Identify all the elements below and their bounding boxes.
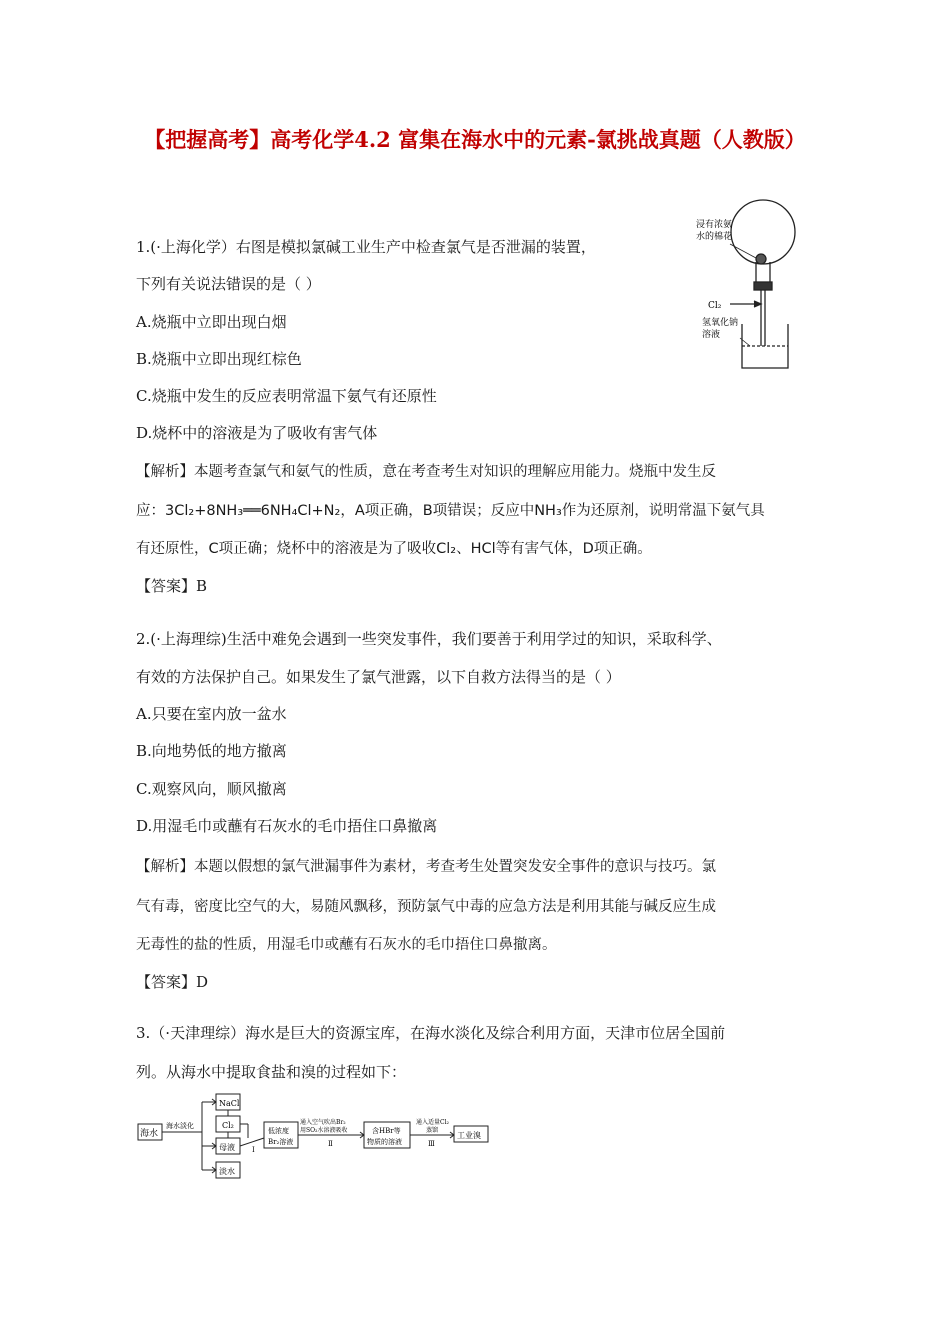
q2-analysis-line2: 气有毒，密度比空气的大，易随风飘移，预防氯气中毒的应急方法是利用其能与碱反应生成 (136, 899, 716, 915)
label-solution-1: 氢氧化钠 (702, 318, 739, 328)
flow-nacl: NaCl (219, 1099, 240, 1108)
q2-stem-line1: 2.(·上海理综)生活中难免会遇到一些突发事件，我们要善于利用学过的知识，采取科学、 (136, 630, 722, 648)
q1-option-d: D.烧杯中的溶液是为了吸收有害气体 (136, 424, 378, 442)
document-title: 【把握高考】高考化学4.2 富集在海水中的元素-氯挑战真题（人教版） (144, 127, 806, 152)
q2-option-b: B.向地势低的地方撤离 (136, 742, 287, 760)
label-solution-2: 溶液 (702, 330, 721, 340)
cotton-ball (756, 254, 766, 264)
flow-step3-note-2: 蒸馏 (426, 1127, 439, 1134)
flow-seawater: 海水 (140, 1129, 159, 1139)
label-cl2: Cl₂ (708, 301, 722, 311)
flow-mother-liquor: 母液 (219, 1143, 235, 1152)
flow-low-br-2: Br₂溶液 (268, 1138, 294, 1146)
q2-analysis-line1: 【解析】本题以假想的氯气泄漏事件为素材，考查考生处置突发安全事件的意识与技巧。氯 (136, 859, 716, 875)
flow-step3: Ⅲ (428, 1140, 435, 1148)
flow-step3-note-1: 通入适量Cl₂ (416, 1119, 449, 1126)
q2-analysis-line3: 无毒性的盐的性质，用湿毛巾或蘸有石灰水的毛巾捂住口鼻撤离。 (136, 937, 557, 953)
q1-analysis-line3: 有还原性，C项正确；烧杯中的溶液是为了吸收Cl₂、HCl等有害气体，D项正确。 (136, 541, 652, 557)
flow-step2: Ⅱ (328, 1140, 333, 1148)
q1-analysis-line2: 应：3Cl₂+8NH₃══6NH₄Cl+N₂，A项正确，B项错误；反应中NH₃作为还原剂，说明常温下氨气具 (136, 503, 765, 519)
flow-hbr-2: 物质的溶液 (367, 1138, 402, 1146)
q2-option-d: D.用湿毛巾或蘸有石灰水的毛巾捂住口鼻撤离 (136, 817, 438, 835)
flow-fresh-water: 淡水 (219, 1167, 235, 1176)
q1-stem-line2: 下列有关说法错误的是（ ） (136, 275, 321, 293)
label-cotton-1: 浸有浓氨 (696, 220, 733, 230)
flask-stopper (754, 282, 772, 290)
q2-answer: 【答案】D (136, 973, 209, 991)
flow-step2-note-2: 用SO₂水溶液吸收 (300, 1127, 348, 1134)
flow-diagram (136, 1088, 496, 1180)
q3-stem-line2: 列。从海水中提取食盐和溴的过程如下： (136, 1063, 407, 1081)
q1-option-b: B.烧瓶中立即出现红棕色 (136, 350, 302, 368)
q2-option-a: A.只要在室内放一盆水 (136, 705, 287, 723)
q2-option-c: C.观察风向，顺风撤离 (136, 780, 287, 798)
flow-hbr-1: 含HBr等 (372, 1127, 401, 1135)
q1-stem-line1: 1.(·上海化学）右图是模拟氯碱工业生产中检查氯气是否泄漏的装置， (136, 238, 596, 256)
q2-stem-line2: 有效的方法保护自己。如果发生了氯气泄露，以下自救方法得当的是（ ） (136, 668, 621, 686)
flow-step2-note-1: 通入空气吹出Br₂ (300, 1119, 346, 1126)
q1-answer: 【答案】B (136, 577, 208, 595)
q1-analysis-line1: 【解析】本题考查氯气和氨气的性质，意在考查考生对知识的理解应用能力。烧瓶中发生反 (136, 464, 716, 480)
flow-bromine: 工业溴 (457, 1131, 481, 1140)
q1-option-c: C.烧瓶中发生的反应表明常温下氨气有还原性 (136, 387, 437, 405)
flow-low-br-1: 低浓度 (268, 1127, 289, 1135)
flow-step1: Ⅰ (252, 1146, 255, 1154)
apparatus-figure (690, 196, 820, 376)
flow-cl2: Cl₂ (222, 1121, 234, 1130)
q3-stem-line1: 3.（·天津理综）海水是巨大的资源宝库，在海水淡化及综合利用方面，天津市位居全国前 (136, 1024, 726, 1042)
label-cotton-2: 水的棉花 (696, 232, 733, 242)
flow-desalination: 海水淡化 (166, 1122, 194, 1130)
q1-option-a: A.烧瓶中立即出现白烟 (136, 313, 287, 331)
